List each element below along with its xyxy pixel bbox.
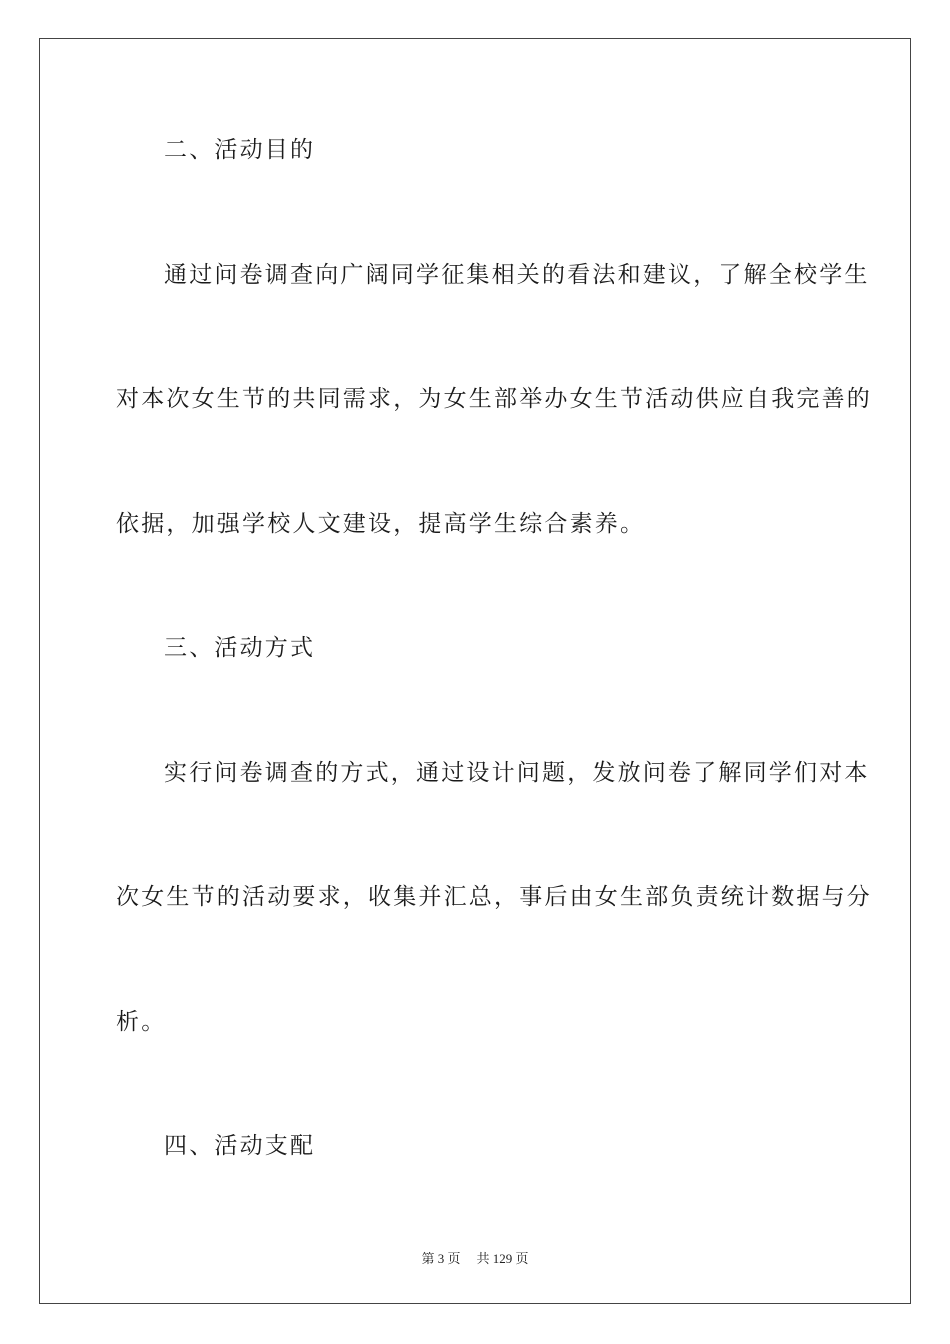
page-border	[39, 38, 911, 1304]
paragraph-line: 次女生节的活动要求，收集并汇总，事后由女生部负责统计数据与分	[116, 884, 872, 910]
page-footer	[0, 1248, 950, 1267]
page-total: 共 129 页	[476, 1251, 529, 1266]
page-number: 第 3 页	[421, 1251, 461, 1266]
paragraph-line: 依据，加强学校人文建设，提高学生综合素养。	[116, 511, 646, 537]
section-heading-method: 三、活动方式	[164, 635, 316, 661]
section-heading-arrangement: 四、活动支配	[164, 1133, 316, 1159]
paragraph-line: 实行问卷调查的方式，通过设计问题，发放问卷了解同学们对本	[164, 760, 870, 786]
paragraph-line: 通过问卷调查向广阔同学征集相关的看法和建议，了解全校学生	[164, 262, 870, 288]
paragraph-line: 对本次女生节的共同需求，为女生部举办女生节活动供应自我完善的	[116, 386, 872, 412]
paragraph-line: 析。	[116, 1009, 167, 1035]
section-heading-purpose: 二、活动目的	[164, 137, 316, 163]
